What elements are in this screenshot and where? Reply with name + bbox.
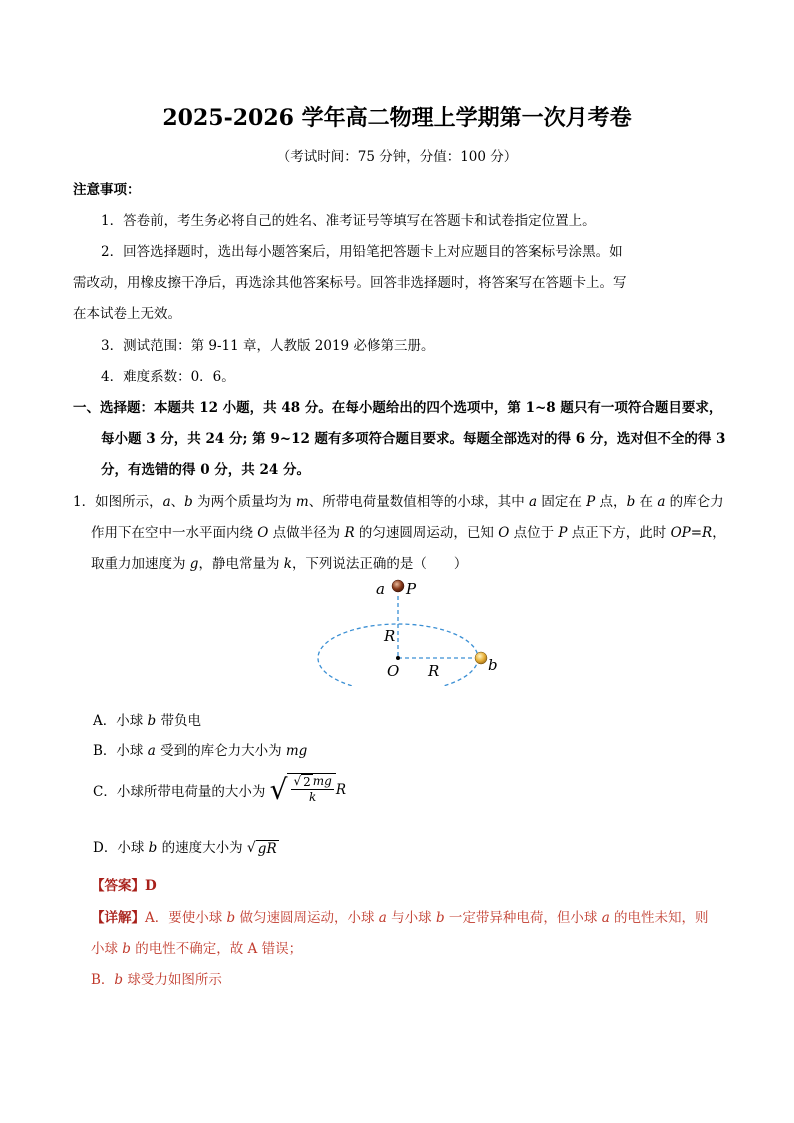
detail-line-2: 小球 b 的电性不确定，故 A 错误； <box>91 941 303 957</box>
option-a: A．小球 b 带负电 <box>93 713 201 729</box>
section-heading-line-3: 分，有选错的得 0 分，共 24 分。 <box>101 462 310 478</box>
option-d: D．小球 b 的速度大小为 √ gR <box>93 840 277 857</box>
label-o: O <box>387 662 400 680</box>
ball-a <box>392 580 404 592</box>
question-1-line-1: 1．如图所示，a、b 为两个质量均为 m、所带电荷量数值相等的小球，其中 a 固定在 P 点，b 在 a 的库仑力 <box>73 494 724 510</box>
question-1-line-3: 取重力加速度为 g，静电常量为 k，下列说法正确的是（ ） <box>91 556 468 572</box>
option-c: C．小球所带电荷量的大小为 √ √ 2 mg k R <box>93 773 347 806</box>
question-1-line-2: 作用下在空中一水平面内绕 O 点做半径为 R 的匀速圆周运动，已知 O 点位于 P 点正下方，此时 OP=R， <box>91 525 726 541</box>
notice-item-4: 4．难度系数：0．6。 <box>101 369 235 385</box>
notice-item-1: 1．答卷前，考生务必将自己的姓名、准考证号等填写在答题卡和试卷指定位置上。 <box>101 213 596 229</box>
sqrt-expression: √ √ 2 mg k <box>270 773 336 807</box>
label-b: b <box>488 656 498 674</box>
detail-line-1: 【详解】A．要使小球 b 做匀速圆周运动，小球 a 与小球 b 一定带异种电荷，但小球 a 的电性未知，则 <box>91 910 709 926</box>
notice-item-2-end: 在本试卷上无效。 <box>73 306 181 322</box>
label-r-horizontal: R <box>428 662 440 680</box>
notice-heading: 注意事项： <box>73 182 141 198</box>
notice-item-3: 3．测试范围：第 9-11 章，人教版 2019 必修第三册。 <box>101 338 435 354</box>
section-heading: 一、选择题：本题共 12 小题，共 48 分。在每小题给出的四个选项中，第 1~8 题只有一项符合题目要求， <box>73 400 723 416</box>
label-p: P <box>406 580 417 598</box>
label-r-vertical: R <box>384 627 396 645</box>
option-b: B．小球 a 受到的库仑力大小为 mg <box>93 743 308 759</box>
answer-label: 【答案】D <box>91 878 157 894</box>
label-a: a <box>376 580 385 598</box>
section-heading-line-2: 每小题 3 分，共 24 分; 第 9~12 题有多项符合题目要求。每题全部选对的得 6 分，选对但不全的得 3 <box>101 431 726 447</box>
sqrt-gr: √ gR <box>246 840 277 857</box>
notice-item-2: 2．回答选择题时，选出每小题答案后，用铅笔把答题卡上对应题目的答案标号涂黑。如 <box>101 244 623 260</box>
page-title: 2025-2026 学年高二物理上学期第一次月考卷 <box>162 105 632 131</box>
question-1-figure <box>310 574 510 686</box>
notice-item-2-cont: 需改动，用橡皮擦干净后，再选涂其他答案标号。回答非选择题时，将答案写在答题卡上。写 <box>73 275 627 291</box>
detail-line-3: B．b 球受力如图所示 <box>91 972 222 988</box>
exam-info: （考试时间：75 分钟，分值：100 分） <box>276 149 518 165</box>
point-o <box>396 656 400 660</box>
ball-b <box>475 652 487 664</box>
